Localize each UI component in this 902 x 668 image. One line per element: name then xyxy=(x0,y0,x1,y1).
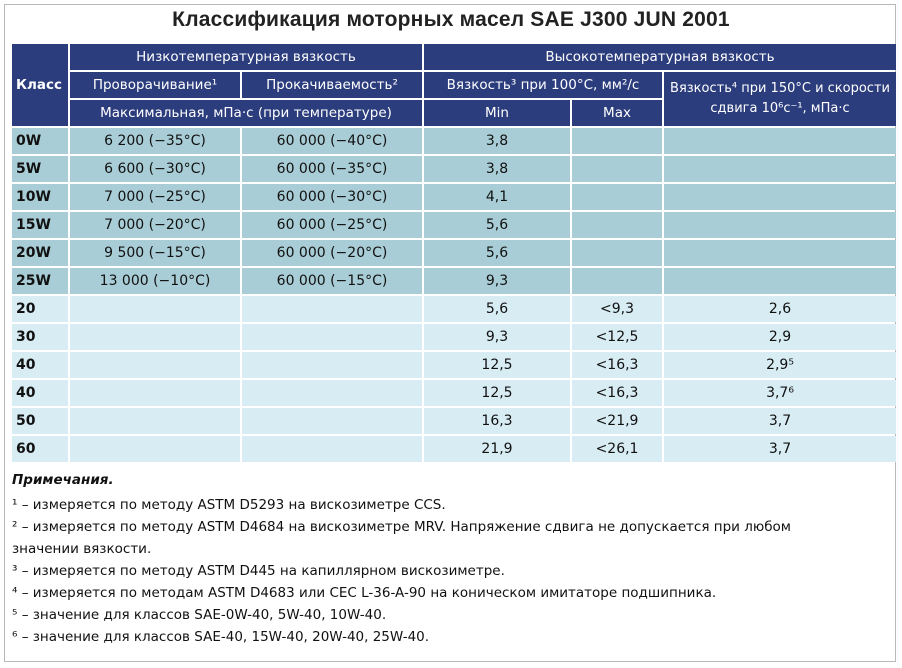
notes-list xyxy=(12,494,892,648)
cell-pumping: 60 000 (−20°С) xyxy=(242,240,422,266)
cell-class: 40 xyxy=(12,380,68,406)
cell-min: 21,9 xyxy=(424,436,570,462)
cell-max: <9,3 xyxy=(572,296,662,322)
cell-class: 25W xyxy=(12,268,68,294)
cell-cranking xyxy=(70,380,240,406)
table-row xyxy=(12,296,896,322)
cell-class: 5W xyxy=(12,156,68,182)
table-row xyxy=(12,156,896,182)
cell-hths xyxy=(664,212,896,238)
cell-hths: 2,9 xyxy=(664,324,896,350)
cell-max xyxy=(572,184,662,210)
cell-class: 30 xyxy=(12,324,68,350)
cell-pumping: 60 000 (−25°С) xyxy=(242,212,422,238)
cell-min: 5,6 xyxy=(424,240,570,266)
cell-pumping xyxy=(242,352,422,378)
header-class: Класс xyxy=(12,44,68,126)
cell-class: 0W xyxy=(12,128,68,154)
cell-min: 4,1 xyxy=(424,184,570,210)
table-row xyxy=(12,352,896,378)
cell-max: <16,3 xyxy=(572,380,662,406)
cell-hths xyxy=(664,184,896,210)
cell-class: 20W xyxy=(12,240,68,266)
cell-hths: 2,9⁵ xyxy=(664,352,896,378)
sae-viscosity-table xyxy=(10,42,898,464)
header-visc150: Вязкость⁴ при 150°С и скорости сдвига 10⁶с⁻¹, мПа·с xyxy=(664,72,896,126)
note-line: ⁴ – измеряется по методам ASTM D4683 или CEC L-36-A-90 на коническом имитаторе подшипника. xyxy=(12,585,717,601)
header-cranking: Проворачивание¹ xyxy=(70,72,240,98)
cell-cranking: 6 200 (−35°С) xyxy=(70,128,240,154)
page-title: Классификация моторных масел SAE J300 JUN 2001 xyxy=(172,8,730,31)
table-row xyxy=(12,408,896,434)
note-line: значении вязкости. xyxy=(12,541,152,557)
cell-pumping xyxy=(242,436,422,462)
cell-min: 16,3 xyxy=(424,408,570,434)
cell-min: 5,6 xyxy=(424,296,570,322)
table-row xyxy=(12,240,896,266)
cell-cranking xyxy=(70,352,240,378)
cell-hths xyxy=(664,268,896,294)
cell-max xyxy=(572,128,662,154)
note-line: ³ – измеряется по методу ASTM D445 на капиллярном вискозиметре. xyxy=(12,563,505,579)
table-row xyxy=(12,324,896,350)
cell-hths: 2,6 xyxy=(664,296,896,322)
cell-cranking: 7 000 (−20°С) xyxy=(70,212,240,238)
table-row xyxy=(12,268,896,294)
header-pumping: Прокачиваемость² xyxy=(242,72,422,98)
cell-cranking: 13 000 (−10°С) xyxy=(70,268,240,294)
note-line: ⁵ – значение для классов SAE-0W-40, 5W-40, 10W-40. xyxy=(12,607,387,623)
table-row xyxy=(12,128,896,154)
cell-hths: 3,7⁶ xyxy=(664,380,896,406)
header-max: Max xyxy=(572,100,662,126)
note-line: ¹ – измеряется по методу ASTM D5293 на вискозиметре CCS. xyxy=(12,497,446,513)
cell-max: <16,3 xyxy=(572,352,662,378)
note-line: ⁶ – значение для классов SAE-40, 15W-40, 20W-40, 25W-40. xyxy=(12,629,430,645)
cell-pumping xyxy=(242,380,422,406)
cell-max xyxy=(572,240,662,266)
cell-class: 60 xyxy=(12,436,68,462)
cell-cranking xyxy=(70,324,240,350)
note-line: ² – измеряется по методу ASTM D4684 на вискозиметре MRV. Напряжение сдвига не допускается при любом xyxy=(12,519,791,535)
cell-cranking: 6 600 (−30°С) xyxy=(70,156,240,182)
cell-cranking xyxy=(70,296,240,322)
cell-class: 20 xyxy=(12,296,68,322)
cell-max: <26,1 xyxy=(572,436,662,462)
header-min: Min xyxy=(424,100,570,126)
cell-max: <12,5 xyxy=(572,324,662,350)
table-row xyxy=(12,436,896,462)
cell-cranking: 7 000 (−25°С) xyxy=(70,184,240,210)
cell-min: 5,6 xyxy=(424,212,570,238)
cell-min: 12,5 xyxy=(424,352,570,378)
cell-max xyxy=(572,212,662,238)
table-row xyxy=(12,212,896,238)
cell-min: 3,8 xyxy=(424,156,570,182)
cell-pumping xyxy=(242,324,422,350)
notes-heading: Примечания. xyxy=(12,472,114,488)
cell-min: 3,8 xyxy=(424,128,570,154)
cell-class: 50 xyxy=(12,408,68,434)
cell-pumping: 60 000 (−15°С) xyxy=(242,268,422,294)
table-body xyxy=(12,128,896,462)
cell-pumping xyxy=(242,296,422,322)
cell-pumping: 60 000 (−35°С) xyxy=(242,156,422,182)
cell-cranking: 9 500 (−15°С) xyxy=(70,240,240,266)
cell-max: <21,9 xyxy=(572,408,662,434)
cell-hths xyxy=(664,128,896,154)
cell-min: 9,3 xyxy=(424,324,570,350)
cell-class: 15W xyxy=(12,212,68,238)
cell-min: 12,5 xyxy=(424,380,570,406)
cell-pumping: 60 000 (−30°С) xyxy=(242,184,422,210)
header-visc100: Вязкость³ при 100°С, мм²/с xyxy=(424,72,662,98)
header-high-temp: Высокотемпературная вязкость xyxy=(424,44,896,70)
cell-class: 10W xyxy=(12,184,68,210)
cell-max xyxy=(572,268,662,294)
cell-pumping xyxy=(242,408,422,434)
cell-pumping: 60 000 (−40°С) xyxy=(242,128,422,154)
cell-cranking xyxy=(70,408,240,434)
cell-hths xyxy=(664,156,896,182)
cell-hths: 3,7 xyxy=(664,436,896,462)
cell-class: 40 xyxy=(12,352,68,378)
table-row xyxy=(12,184,896,210)
table-row xyxy=(12,380,896,406)
cell-max xyxy=(572,156,662,182)
header-max-mpa: Максимальная, мПа·с (при температуре) xyxy=(70,100,422,126)
cell-min: 9,3 xyxy=(424,268,570,294)
cell-cranking xyxy=(70,436,240,462)
notes xyxy=(12,472,892,648)
header-low-temp: Низкотемпературная вязкость xyxy=(70,44,422,70)
cell-hths xyxy=(664,240,896,266)
cell-hths: 3,7 xyxy=(664,408,896,434)
